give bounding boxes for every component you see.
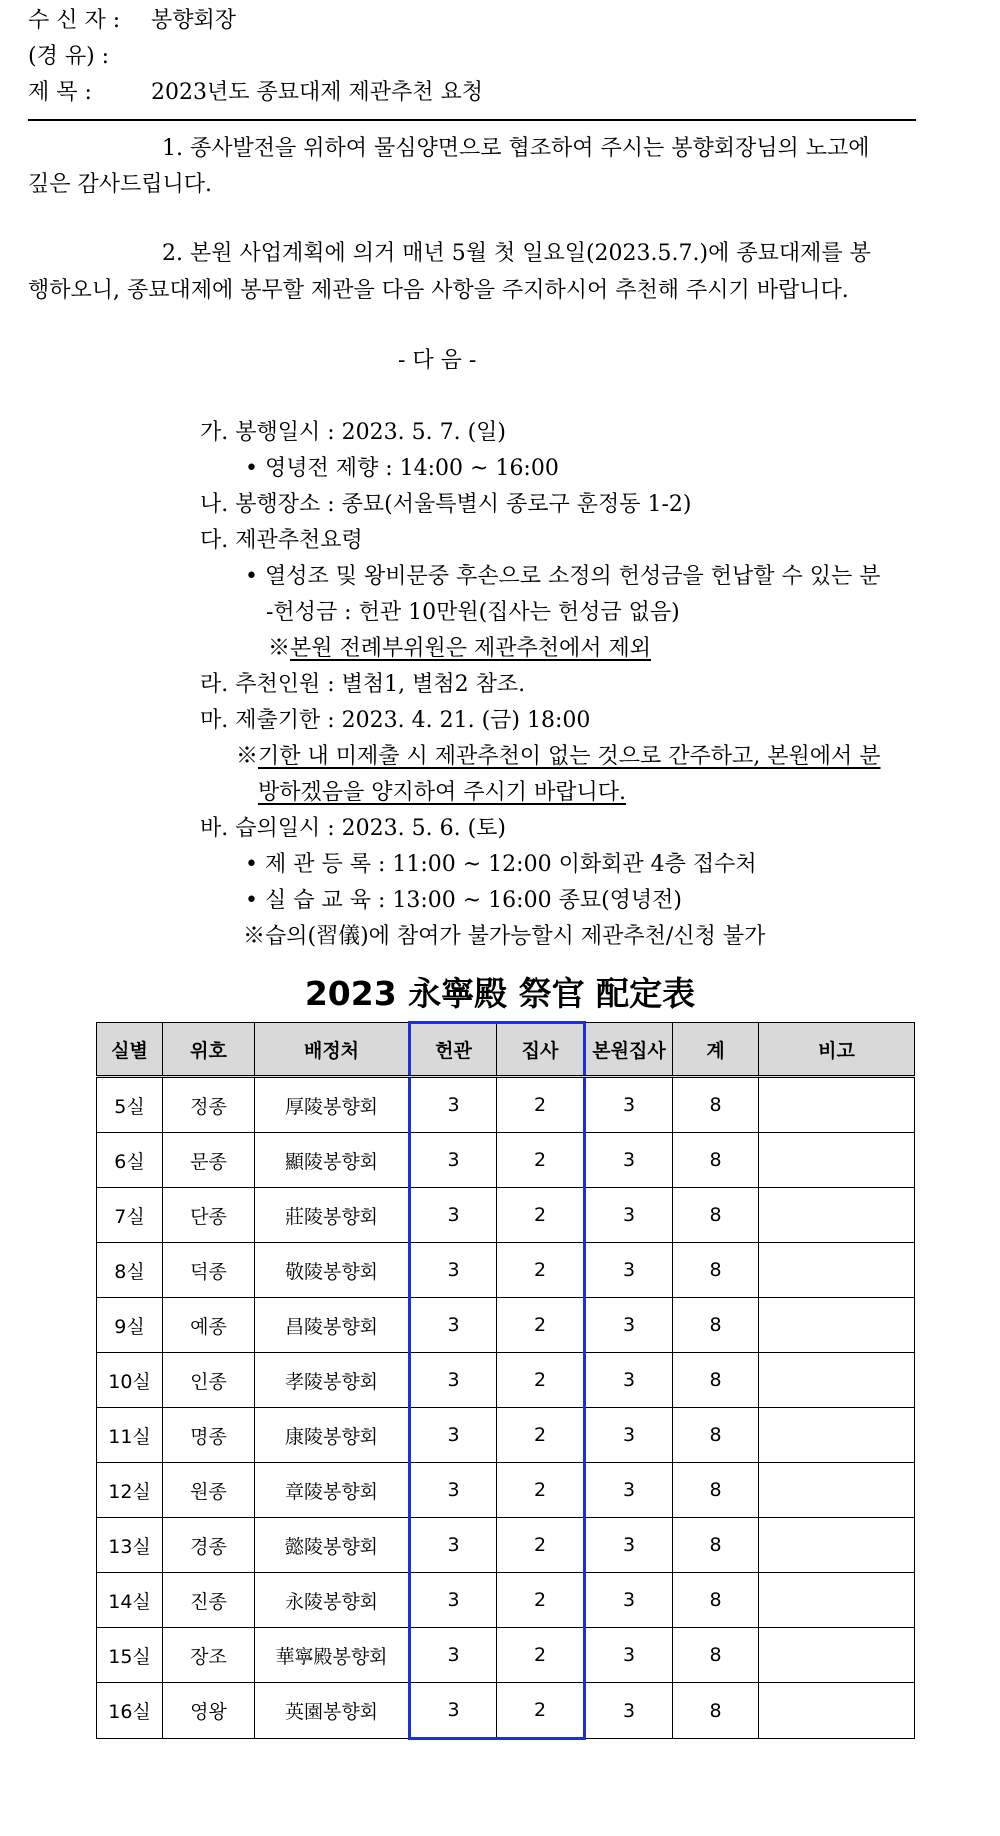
col-header-jipsa: 집사 (497, 1023, 585, 1077)
cell-room: 7실 (97, 1188, 163, 1243)
cell-assignee: 章陵봉향회 (255, 1463, 410, 1518)
note-mark: ※ (236, 744, 259, 769)
item-ba-sub1: • 제 관 등 록 : 11:00 ~ 12:00 이화회관 4층 접수처 (245, 852, 757, 877)
cell-assignee: 莊陵봉향회 (255, 1188, 410, 1243)
table-row (97, 1573, 915, 1628)
table-row (97, 1077, 915, 1133)
table-row (97, 1518, 915, 1573)
cell-bonwon-jipsa: 3 (585, 1077, 673, 1133)
cell-total: 8 (673, 1408, 759, 1463)
table-row (97, 1408, 915, 1463)
cell-total: 8 (673, 1518, 759, 1573)
cell-jipsa: 2 (497, 1353, 585, 1408)
cell-remarks (759, 1408, 915, 1463)
para1-line1: 1. 종사발전을 위하여 물심양면으로 협조하여 주시는 봉향회장님의 노고에 (162, 136, 870, 161)
via-label: (경 유) : (28, 44, 110, 69)
cell-assignee: 孝陵봉향회 (255, 1353, 410, 1408)
cell-room: 8실 (97, 1243, 163, 1298)
cell-title: 영왕 (163, 1683, 255, 1739)
col-header-heongwan: 헌관 (410, 1023, 497, 1077)
cell-room: 13실 (97, 1518, 163, 1573)
cell-room: 11실 (97, 1408, 163, 1463)
cell-jipsa: 2 (497, 1408, 585, 1463)
table-row (97, 1133, 915, 1188)
cell-jipsa: 2 (497, 1298, 585, 1353)
ma-note-text-1: 기한 내 미제출 시 제관추천이 없는 것으로 간주하고, 본원에서 분 (258, 744, 881, 769)
cell-total: 8 (673, 1077, 759, 1133)
cell-jipsa: 2 (497, 1573, 585, 1628)
cell-bonwon-jipsa: 3 (585, 1188, 673, 1243)
subject-line (28, 78, 483, 108)
cell-jipsa: 2 (497, 1077, 585, 1133)
table-row (97, 1463, 915, 1518)
col-header-remarks: 비고 (759, 1023, 915, 1077)
cell-jipsa: 2 (497, 1133, 585, 1188)
cell-assignee: 康陵봉향회 (255, 1408, 410, 1463)
cell-heongwan: 3 (410, 1243, 497, 1298)
cell-total: 8 (673, 1133, 759, 1188)
cell-assignee: 永陵봉향회 (255, 1573, 410, 1628)
cell-title: 원종 (163, 1463, 255, 1518)
cell-remarks (759, 1077, 915, 1133)
cell-remarks (759, 1298, 915, 1353)
via-line (28, 42, 144, 72)
cell-title: 예종 (163, 1298, 255, 1353)
para2-line2: 행하오니, 종묘대제에 봉무할 제관을 다음 사항을 주지하시어 추천해 주시기 바랍니다. (28, 278, 849, 303)
item-ba-sub2: • 실 습 교 육 : 13:00 ~ 16:00 종묘(영녕전) (245, 888, 682, 913)
cell-title: 명종 (163, 1408, 255, 1463)
cell-heongwan: 3 (410, 1683, 497, 1739)
cell-jipsa: 2 (497, 1188, 585, 1243)
cell-assignee: 懿陵봉향회 (255, 1518, 410, 1573)
col-header-title: 위호 (163, 1023, 255, 1077)
cell-assignee: 華寧殿봉향회 (255, 1628, 410, 1683)
cell-remarks (759, 1518, 915, 1573)
cell-heongwan: 3 (410, 1628, 497, 1683)
cell-total: 8 (673, 1683, 759, 1739)
cell-title: 장조 (163, 1628, 255, 1683)
item-ga-sub: • 영녕전 제향 : 14:00 ~ 16:00 (245, 456, 559, 481)
cell-room: 14실 (97, 1573, 163, 1628)
ma-note-text-2: 방하겠음을 양지하여 주시기 바랍니다. (258, 780, 627, 805)
cell-heongwan: 3 (410, 1573, 497, 1628)
item-da-sub1: • 열성조 및 왕비문중 후손으로 소정의 헌성금을 헌납할 수 있는 분 (245, 564, 881, 589)
cell-remarks (759, 1188, 915, 1243)
table-row (97, 1298, 915, 1353)
header-divider (28, 119, 916, 121)
cell-room: 10실 (97, 1353, 163, 1408)
cell-bonwon-jipsa: 3 (585, 1408, 673, 1463)
cell-bonwon-jipsa: 3 (585, 1683, 673, 1739)
cell-remarks (759, 1353, 915, 1408)
subject-value: 2023년도 종묘대제 제관추천 요청 (151, 80, 483, 105)
col-header-bonwon-jipsa: 본원집사 (585, 1023, 673, 1077)
cell-room: 15실 (97, 1628, 163, 1683)
item-ga: 가. 봉행일시 : 2023. 5. 7. (일) (200, 420, 507, 445)
next-heading: - 다 음 - (398, 348, 477, 373)
note-mark: ※ (268, 636, 291, 661)
cell-title: 단종 (163, 1188, 255, 1243)
cell-title: 정종 (163, 1077, 255, 1133)
cell-remarks (759, 1628, 915, 1683)
cell-heongwan: 3 (410, 1353, 497, 1408)
cell-jipsa: 2 (497, 1683, 585, 1739)
item-ma-note-line2 (258, 778, 626, 808)
cell-bonwon-jipsa: 3 (585, 1353, 673, 1408)
cell-title: 진종 (163, 1573, 255, 1628)
cell-total: 8 (673, 1188, 759, 1243)
col-header-room: 실별 (97, 1023, 163, 1077)
item-ma: 마. 제출기한 : 2023. 4. 21. (금) 18:00 (200, 708, 591, 733)
cell-title: 경종 (163, 1518, 255, 1573)
da-note-text: 본원 전례부위원은 제관추천에서 제외 (290, 636, 652, 661)
allocation-table (96, 1021, 915, 1740)
item-ba-note: ※습의(習儀)에 참여가 불가능할시 제관추천/신청 불가 (243, 924, 766, 949)
cell-heongwan: 3 (410, 1408, 497, 1463)
cell-assignee: 敬陵봉향회 (255, 1243, 410, 1298)
cell-heongwan: 3 (410, 1077, 497, 1133)
cell-jipsa: 2 (497, 1243, 585, 1298)
cell-remarks (759, 1683, 915, 1739)
item-da: 다. 제관추천요령 (200, 528, 363, 553)
cell-heongwan: 3 (410, 1133, 497, 1188)
cell-room: 9실 (97, 1298, 163, 1353)
cell-bonwon-jipsa: 3 (585, 1298, 673, 1353)
cell-remarks (759, 1573, 915, 1628)
cell-bonwon-jipsa: 3 (585, 1518, 673, 1573)
cell-jipsa: 2 (497, 1518, 585, 1573)
cell-assignee: 昌陵봉향회 (255, 1298, 410, 1353)
cell-title: 문종 (163, 1133, 255, 1188)
table-body (97, 1077, 915, 1739)
table-row (97, 1243, 915, 1298)
cell-assignee: 顯陵봉향회 (255, 1133, 410, 1188)
cell-assignee: 厚陵봉향회 (255, 1077, 410, 1133)
item-ma-note-line1 (236, 742, 881, 772)
cell-bonwon-jipsa: 3 (585, 1628, 673, 1683)
table-title: 2023 永寧殿 祭官 配定表 (304, 974, 696, 1013)
cell-bonwon-jipsa: 3 (585, 1133, 673, 1188)
cell-heongwan: 3 (410, 1463, 497, 1518)
recipient-line (28, 6, 236, 36)
table-row (97, 1628, 915, 1683)
cell-room: 6실 (97, 1133, 163, 1188)
table-row (97, 1683, 915, 1739)
cell-title: 덕종 (163, 1243, 255, 1298)
cell-assignee: 英園봉향회 (255, 1683, 410, 1739)
cell-remarks (759, 1133, 915, 1188)
item-da-note (268, 634, 651, 664)
item-ra: 라. 추천인원 : 별첨1, 별첨2 참조. (200, 672, 526, 697)
col-header-assignee: 배정처 (255, 1023, 410, 1077)
cell-title: 인종 (163, 1353, 255, 1408)
cell-total: 8 (673, 1463, 759, 1518)
table-row (97, 1353, 915, 1408)
item-da-sub2: -헌성금 : 헌관 10만원(집사는 헌성금 없음) (266, 600, 680, 625)
item-ba: 바. 습의일시 : 2023. 5. 6. (토) (200, 816, 507, 841)
cell-heongwan: 3 (410, 1518, 497, 1573)
cell-total: 8 (673, 1298, 759, 1353)
cell-bonwon-jipsa: 3 (585, 1243, 673, 1298)
table-row (97, 1188, 915, 1243)
cell-room: 5실 (97, 1077, 163, 1133)
cell-heongwan: 3 (410, 1188, 497, 1243)
cell-remarks (759, 1243, 915, 1298)
cell-jipsa: 2 (497, 1463, 585, 1518)
item-na: 나. 봉행장소 : 종묘(서울특별시 종로구 훈정동 1-2) (200, 492, 692, 517)
cell-bonwon-jipsa: 3 (585, 1463, 673, 1518)
table-header-row (97, 1023, 915, 1077)
cell-remarks (759, 1463, 915, 1518)
cell-total: 8 (673, 1243, 759, 1298)
recipient-value: 봉향회장 (151, 8, 237, 33)
cell-room: 12실 (97, 1463, 163, 1518)
para2-line1: 2. 본원 사업계획에 의거 매년 5월 첫 일요일(2023.5.7.)에 종묘대제를 봉 (162, 241, 871, 266)
cell-room: 16실 (97, 1683, 163, 1739)
cell-total: 8 (673, 1573, 759, 1628)
cell-total: 8 (673, 1628, 759, 1683)
cell-jipsa: 2 (497, 1628, 585, 1683)
recipient-label: 수 신 자 : (28, 8, 121, 33)
col-header-total: 계 (673, 1023, 759, 1077)
cell-heongwan: 3 (410, 1298, 497, 1353)
para1-line2: 깊은 감사드립니다. (28, 172, 213, 197)
subject-label: 제 목 : (28, 80, 92, 105)
cell-total: 8 (673, 1353, 759, 1408)
cell-bonwon-jipsa: 3 (585, 1573, 673, 1628)
